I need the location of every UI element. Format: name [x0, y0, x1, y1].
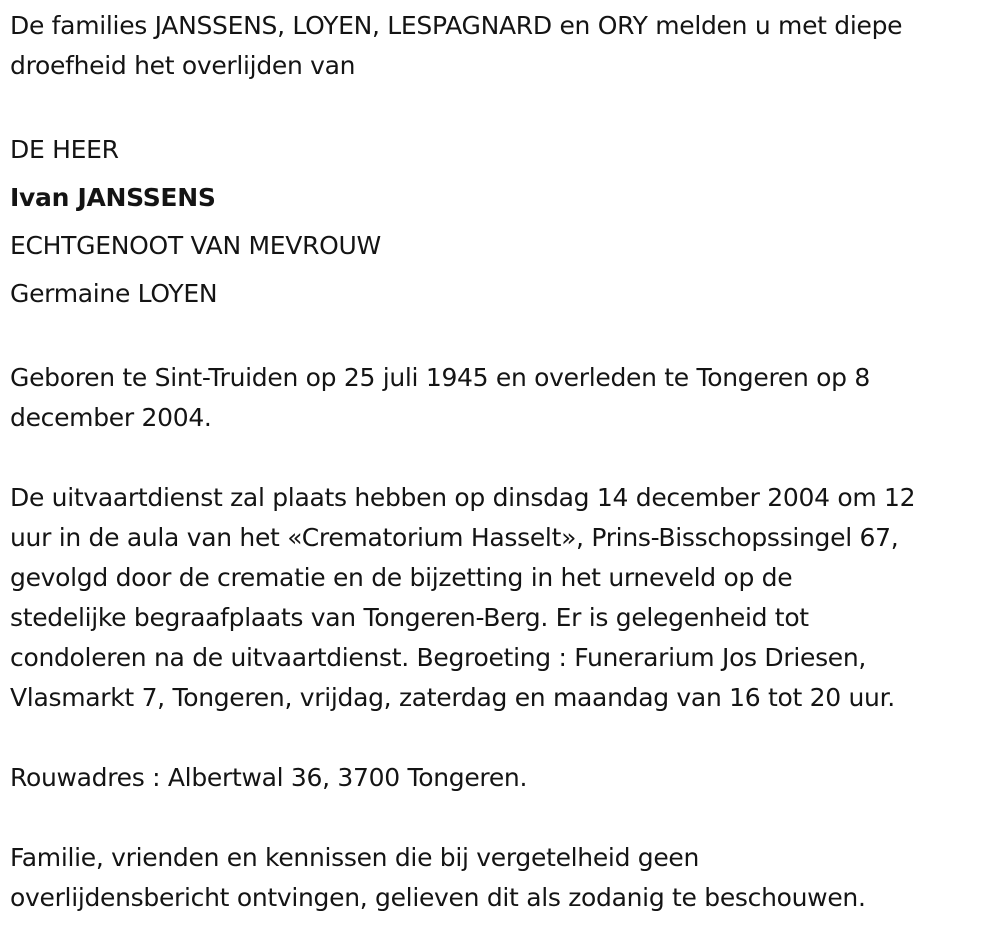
deceased-name: Ivan JANSSENS: [10, 183, 216, 212]
intro-paragraph: [10, 6, 990, 86]
closing-line: overlijdensbericht ontvingen, gelieven dit als zodanig te beschouwen.: [10, 883, 866, 912]
spacer: [10, 798, 990, 838]
closing-paragraph: [10, 838, 990, 918]
spacer: [10, 318, 990, 358]
service-line: stedelijke begraafplaats van Tongeren-Berg. Er is gelegenheid tot: [10, 603, 809, 632]
birth-death-line: december 2004.: [10, 403, 212, 432]
service-line: uur in de aula van het «Crematorium Hasselt», Prins-Bisschopssingel 67,: [10, 523, 899, 552]
honorific-title: DE HEER: [10, 135, 119, 164]
closing-line: Familie, vrienden en kennissen die bij vergetelheid geen: [10, 843, 700, 872]
mourning-address-paragraph: [10, 758, 990, 798]
birth-death-paragraph: [10, 358, 990, 438]
mourning-address: Rouwadres : Albertwal 36, 3700 Tongeren.: [10, 763, 528, 792]
service-paragraph: [10, 478, 990, 718]
spacer: [10, 718, 990, 758]
deceased-block: [10, 126, 990, 318]
service-line: condoleren na de uitvaartdienst. Begroeting : Funerarium Jos Driesen,: [10, 643, 867, 672]
service-line: De uitvaartdienst zal plaats hebben op dinsdag 14 december 2004 om 12: [10, 483, 916, 512]
spacer: [10, 438, 990, 478]
service-line: gevolgd door de crematie en de bijzetting in het urneveld op de: [10, 563, 793, 592]
spouse-name: Germaine LOYEN: [10, 279, 218, 308]
intro-line: De families JANSSENS, LOYEN, LESPAGNARD en ORY melden u met diepe: [10, 11, 903, 40]
service-line: Vlasmarkt 7, Tongeren, vrijdag, zaterdag en maandag van 16 tot 20 uur.: [10, 683, 895, 712]
spacer: [10, 86, 990, 126]
intro-line: droefheid het overlijden van: [10, 51, 356, 80]
spouse-label: ECHTGENOOT VAN MEVROUW: [10, 231, 381, 260]
birth-death-line: Geboren te Sint-Truiden op 25 juli 1945 en overleden te Tongeren op 8: [10, 363, 870, 392]
